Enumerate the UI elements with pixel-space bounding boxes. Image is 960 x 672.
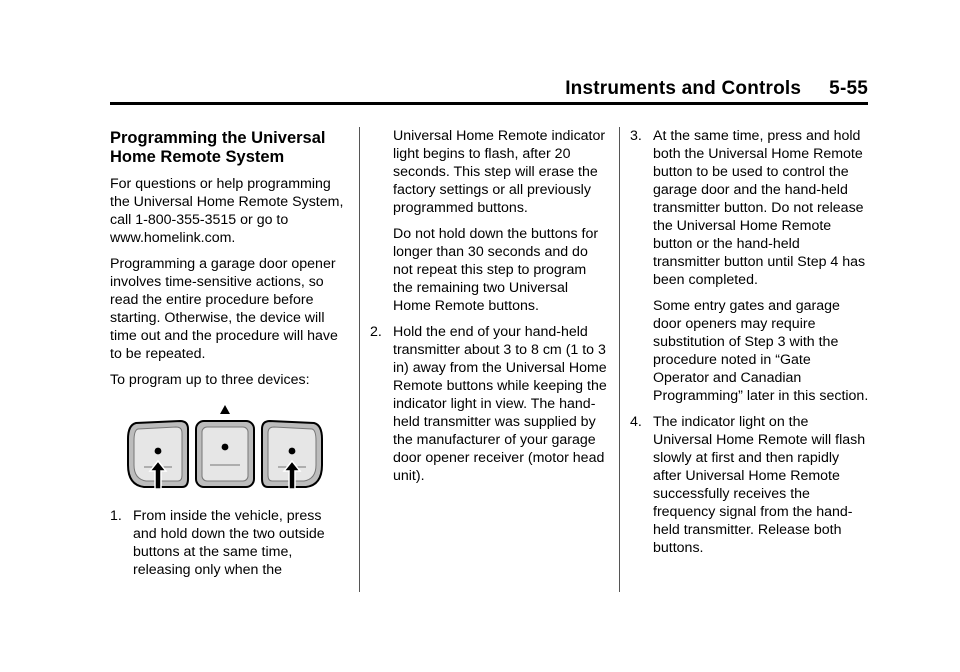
step-1-continued: Universal Home Remote indicator light begins to flash, after 20 seconds. This step will erase the factory settings or all previously programmed buttons. <box>393 128 606 216</box>
section-title: Instruments and Controls <box>565 78 802 99</box>
step-number: 3. <box>630 128 642 144</box>
step-1-note: Do not hold down the buttons for longer than 30 seconds and do not repeat this step to program the remaining two Universal Home Remote buttons. <box>393 226 599 314</box>
step-1 <box>110 507 348 579</box>
column-3 <box>630 127 870 565</box>
paragraph-contact: For questions or help programming the Universal Home Remote System, call 1-800-355-3515 or go to www.homelink.com. <box>110 176 344 246</box>
middle-button-icon <box>196 421 254 487</box>
page-number: 5-55 <box>829 78 868 99</box>
column-divider <box>359 127 360 592</box>
page-header <box>110 78 868 100</box>
step-number: 4. <box>630 414 642 430</box>
step-text: From inside the vehicle, press and hold down the two outside buttons at the same time, releasing only when the <box>133 508 325 578</box>
step-text: At the same time, press and hold both the Universal Home Remote button to be used to control the garage door and the hand-held transmitter button. Do not release the Universal Home Remote button or the hand-held transmitter button until Step 4 has been completed. <box>653 128 866 288</box>
header-rule <box>110 102 868 105</box>
remote-buttons-illustration <box>122 403 328 495</box>
paragraph-warning: Programming a garage door opener involves time-sensitive actions, so read the entire procedure before starting. Otherwise, the device will time out and the procedure will have to be repeated. <box>110 256 338 362</box>
step-number: 1. <box>110 508 122 524</box>
column-1 <box>110 127 348 587</box>
step-text: The indicator light on the Universal Home Remote will flash slowly at first and then rapidly after Universal Home Remote successfully receives the frequency signal from the hand-held transmitter. Release both buttons. <box>653 414 866 556</box>
step-3 <box>630 127 870 289</box>
step-number: 2. <box>370 324 382 340</box>
step-3-note: Some entry gates and garage door openers may require substitution of Step 3 with the procedure noted in “Gate Operator and Canadian Programming” later in this section. <box>653 298 869 404</box>
paragraph-intro: To program up to three devices: <box>110 372 310 388</box>
step-text: Hold the end of your hand-held transmitter about 3 to 8 cm (1 to 3 in) away from the Universal Home Remote buttons while keeping the indicator light in view. The hand-held transmitter was supplied by the manufacturer of your garage door opener receiver (motor head unit). <box>393 324 607 484</box>
section-heading: Programming the Universal Home Remote System <box>110 129 326 166</box>
column-2 <box>370 127 608 493</box>
column-divider <box>619 127 620 592</box>
indicator-light-icon <box>220 405 230 414</box>
step-2 <box>370 323 608 485</box>
step-4 <box>630 413 870 557</box>
